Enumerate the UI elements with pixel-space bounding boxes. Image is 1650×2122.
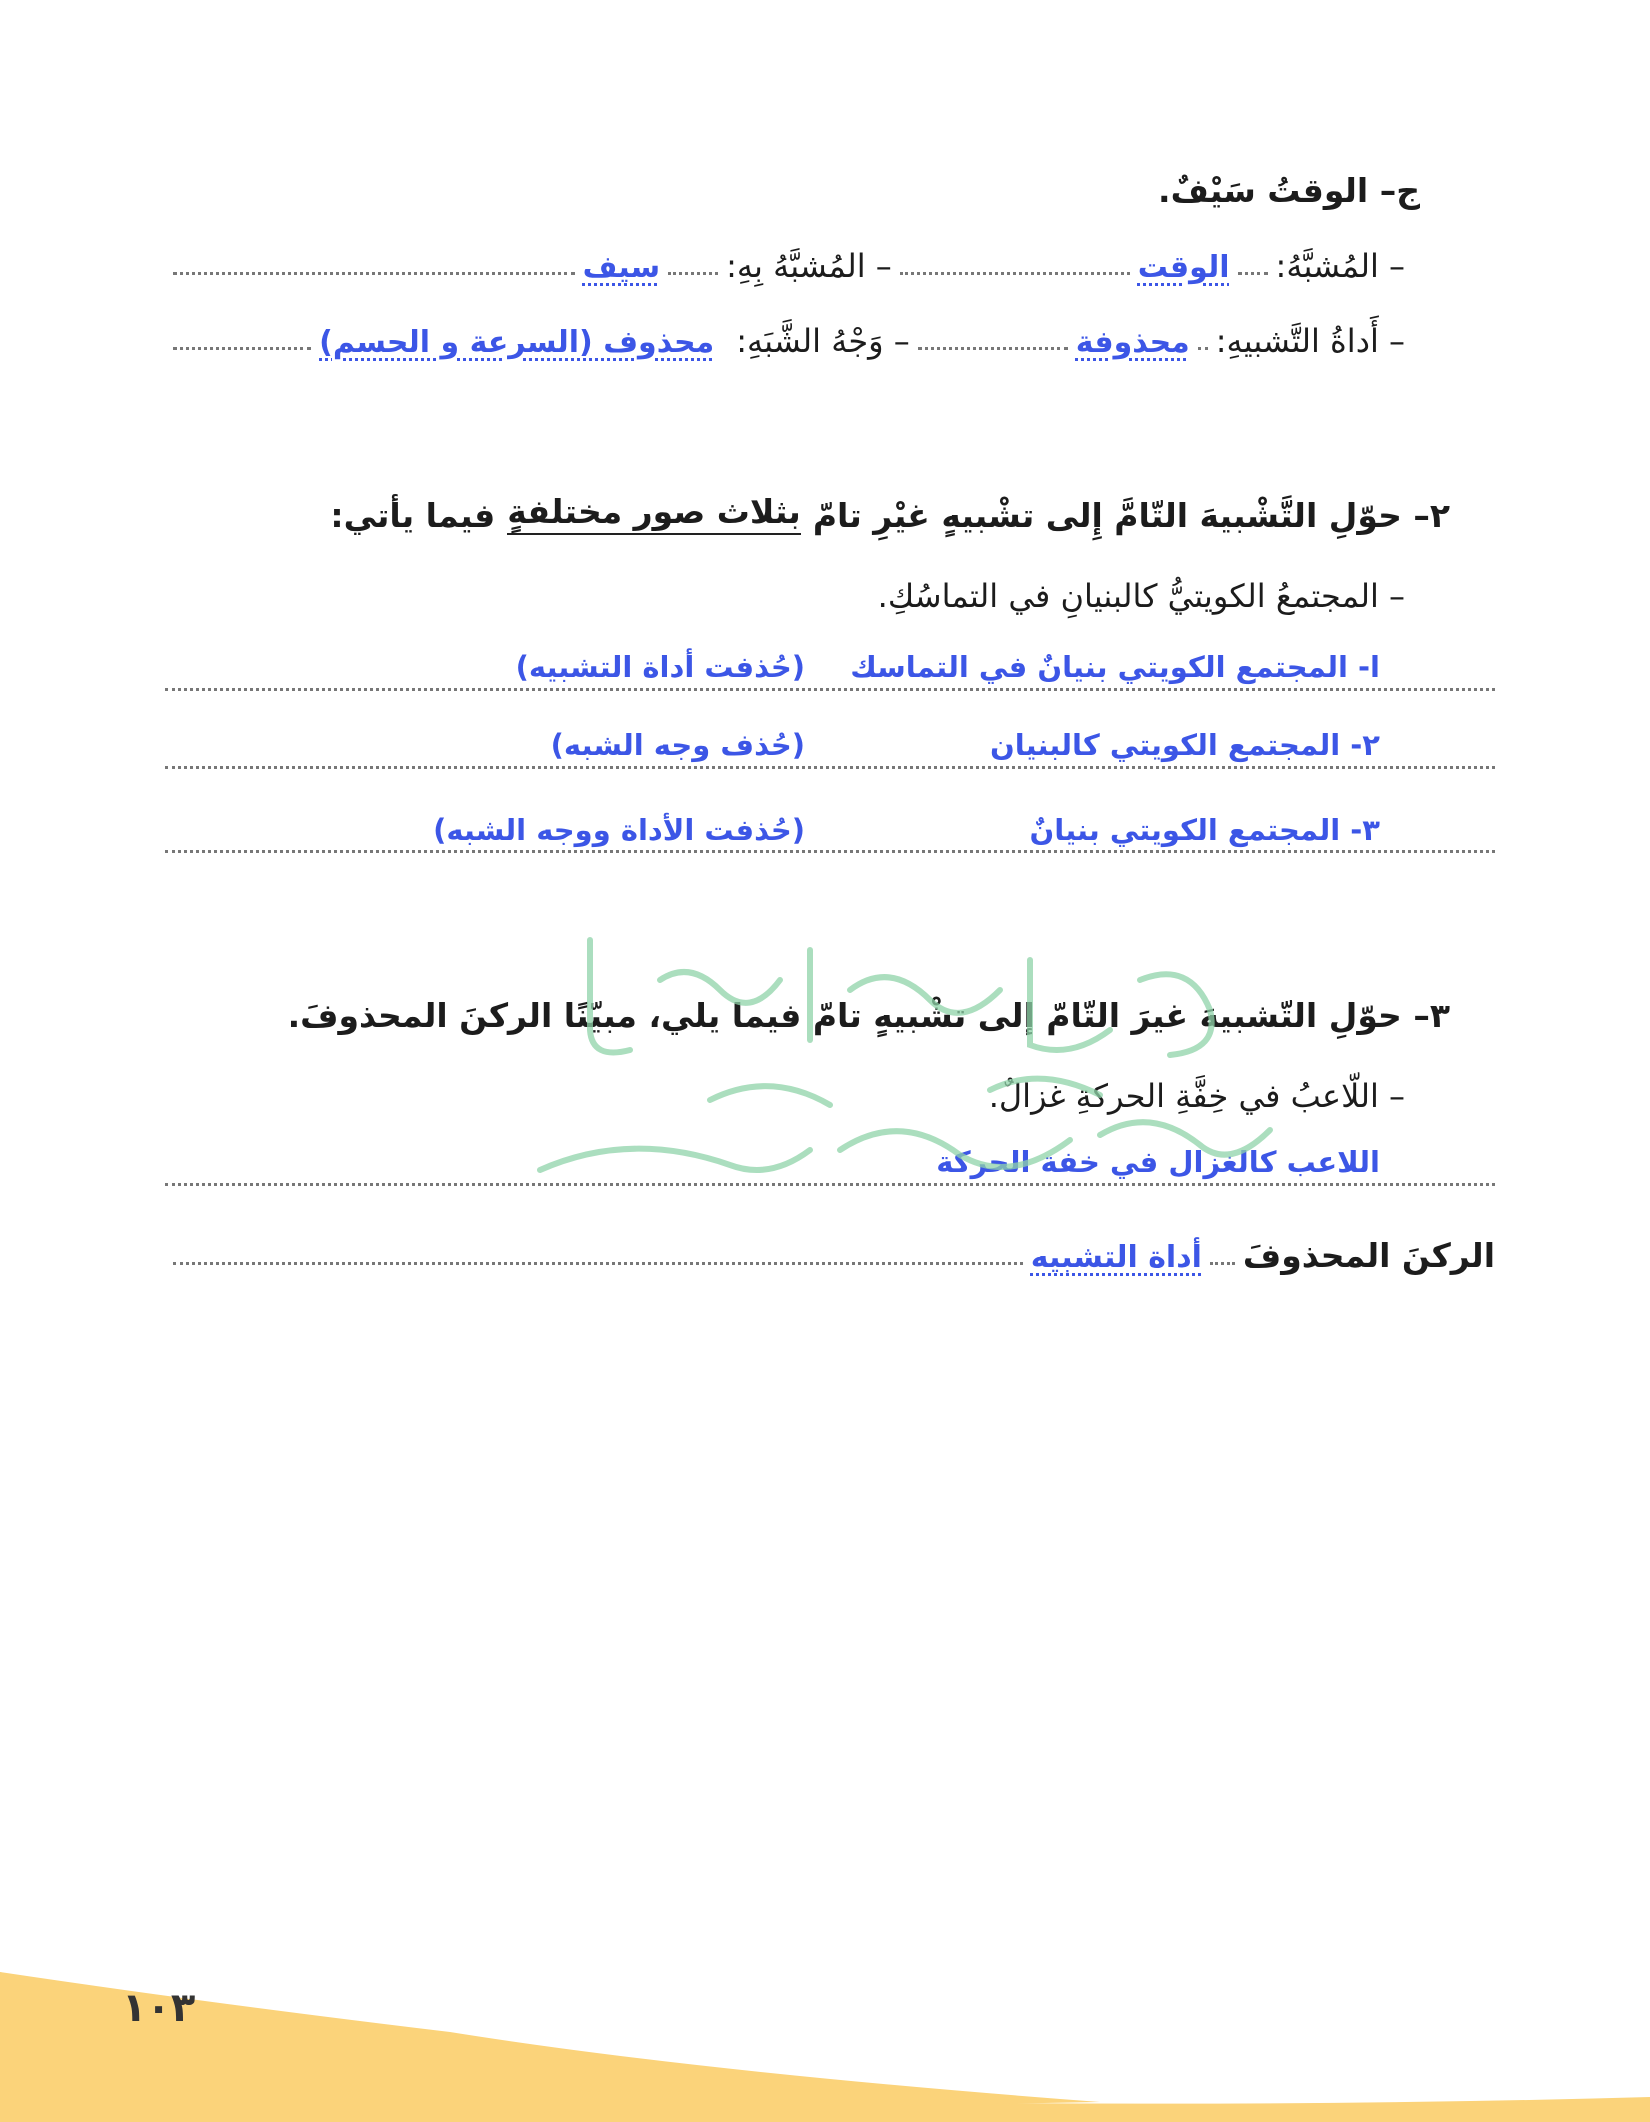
answer-line-2-1 (165, 685, 1495, 691)
question-3-heading-row (165, 975, 1495, 1035)
mushabbah-label: – المُشبَّهُ: (1275, 247, 1405, 285)
section-c-row-2 (165, 300, 1495, 360)
question-2-underlined: بثلاث صور مختلفةٍ (507, 492, 801, 535)
section-c-heading: ج– الوقتُ سَيْفٌ. (1158, 171, 1420, 210)
page-number: ١٠٣ (122, 1985, 196, 2031)
question-2-suffix: فيما يأتي: (330, 496, 496, 535)
q2-answer-3-note: (حُذفت الأداة ووجه الشبه) (433, 813, 805, 847)
question-2-prefix: ٢– حوّلِ التَّشْبيهَ التّامَّ إِلى تشْبيهٍ غيْرِ تامّ (812, 496, 1450, 535)
q2-answer-2-note: (حُذف وجه الشبه) (550, 728, 805, 762)
mushabbah-bih-answer: سيف (582, 250, 661, 285)
footer-band (0, 1932, 1650, 2122)
question-3-sentence-row (165, 1055, 1495, 1115)
mushabbah-bih-label: – المُشبَّهُ بِهِ: (726, 247, 892, 285)
answer-line-2-2 (165, 763, 1495, 769)
mushabbah-answer: الوقت (1137, 250, 1230, 285)
missing-part-answer: أداة التشبيه (1030, 1240, 1202, 1275)
wajh-label: – وَجْهُ الشَّبَهِ: (736, 322, 910, 360)
answer-dots (173, 347, 311, 350)
section-c-heading-row (165, 150, 1495, 210)
adah-answer: محذوفة (1075, 325, 1190, 360)
q2-answer-3: ٣- المجتمع الكويتي بنيانٌ (1029, 813, 1380, 847)
question-3-missing-row (165, 1215, 1495, 1275)
question-2-sentence: – المجتمعُ الكويتيُّ كالبنيانِ في التماسُكِ. (877, 577, 1405, 615)
adah-label: – أَداةُ التَّشبيهِ: (1215, 322, 1405, 360)
question-3-sentence: – اللّاعبُ في خِفَّةِ الحركةِ غزالٌ. (988, 1077, 1405, 1115)
section-c-row-1 (165, 225, 1495, 285)
answer-line-2-3 (165, 847, 1495, 853)
q3-answer: اللاعب كالغزال في خفة الحركة (936, 1145, 1380, 1179)
answer-line-3-1 (165, 1180, 1495, 1186)
wajh-answer: محذوف (السرعة و الحسم) (319, 325, 715, 360)
question-2-heading (165, 475, 1495, 535)
answer-dots (173, 1262, 1023, 1265)
answer-dots (173, 272, 575, 275)
q2-answer-2: ٢- المجتمع الكويتي كالبنيان (989, 728, 1380, 762)
missing-part-label: الركنَ المحذوفَ (1242, 1236, 1495, 1275)
q2-answer-1-note: (حُذفت أداة التشبيه) (515, 650, 805, 684)
question-2-sentence-row (165, 555, 1495, 615)
q2-answer-1: ا- المجتمع الكويتي بنيانٌ في التماسك (850, 650, 1380, 684)
question-3-heading: ٣– حوّلِ التّشبيهَ غيرَ التّامّ إلى تشْبيهٍ تامّ فيما يلي، مبيّنًا الركنَ المحذوفَ. (287, 996, 1450, 1035)
